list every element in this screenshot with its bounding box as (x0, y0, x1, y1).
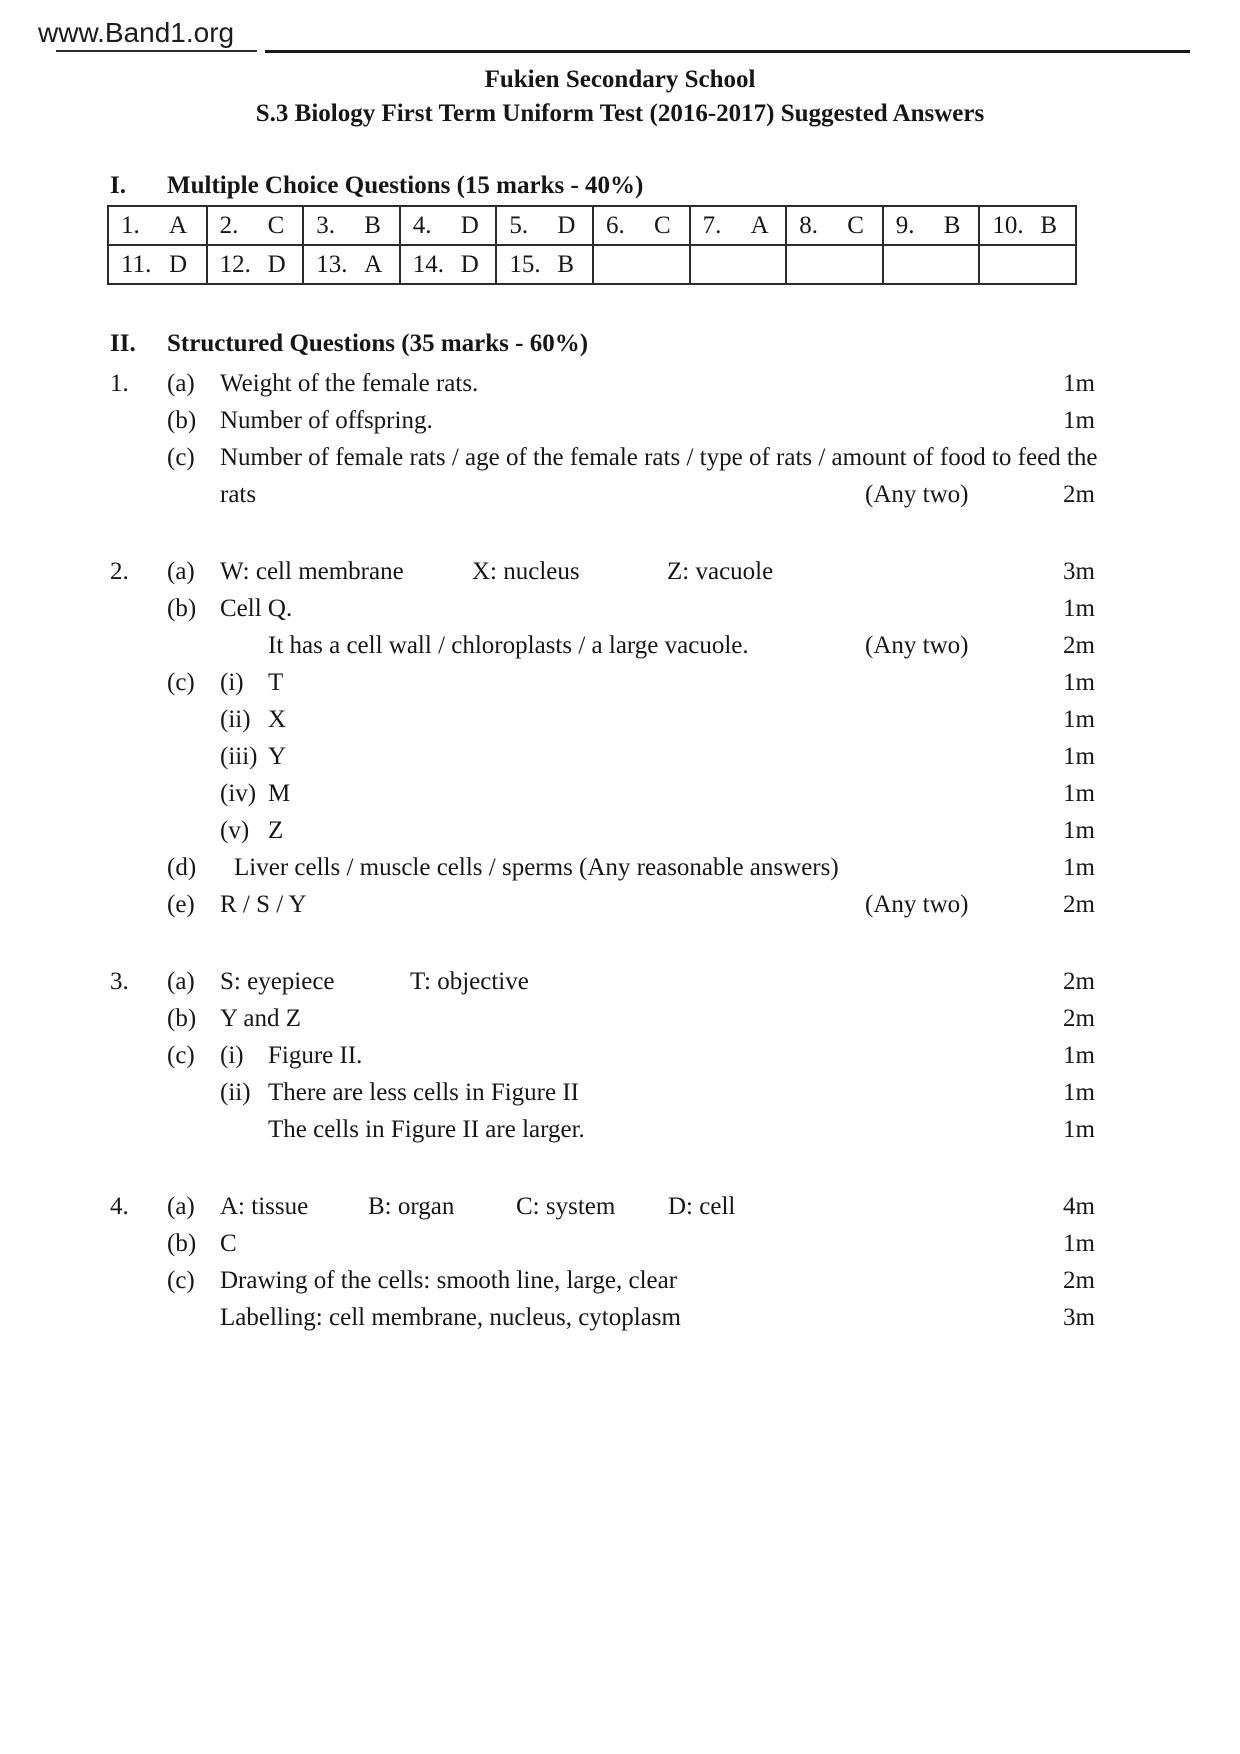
answer-text-cell (220, 812, 865, 849)
question-number (110, 627, 167, 664)
answer-line (110, 738, 1095, 775)
any-two-note (865, 1000, 1035, 1037)
marks-value: 1m (1063, 1042, 1095, 1069)
mc-answer-cell (882, 246, 979, 283)
answer-text: Y (268, 743, 287, 770)
part-label: (c) (167, 669, 195, 696)
mc-answer-letter: D (460, 250, 479, 278)
mc-answer-letter: D (267, 250, 286, 278)
sub-part-label: (i) (220, 1042, 244, 1069)
answer-line (110, 365, 1095, 402)
mc-answer-cell (399, 246, 496, 283)
answer-text: Figure II. (268, 1042, 363, 1069)
answer-segment: T: objective (410, 968, 529, 995)
watermark-url: www.Band1.org (38, 17, 235, 48)
part-label (167, 1299, 220, 1336)
any-two-note (865, 1037, 1035, 1074)
marks-value: 1m (1063, 669, 1095, 696)
answer-text: The cells in Figure II are larger. (268, 1116, 585, 1143)
question-number (110, 664, 167, 701)
answer-line (110, 627, 1095, 664)
any-two-note (865, 590, 1035, 627)
mc-answer-cell (785, 246, 882, 283)
mc-answer-letter: D (169, 250, 188, 278)
mc-answer-cell (495, 246, 592, 283)
part-label (167, 701, 220, 738)
any-two-note (865, 1262, 1035, 1299)
answer-text-cell (220, 849, 865, 886)
answer-segment: D: cell (668, 1193, 736, 1220)
answer-line (110, 439, 1098, 476)
answer-text-cell (220, 701, 865, 738)
answer-line (110, 701, 1095, 738)
mc-answer-letter: B (364, 211, 381, 239)
question-number: 1. (110, 370, 129, 397)
structured-section-heading-text: Structured Questions (35 marks - 60%) (167, 330, 589, 357)
answer-text-cell (220, 1000, 865, 1037)
answer-text: There are less cells in Figure II (268, 1079, 579, 1106)
answer-line (110, 886, 1095, 923)
part-label: (c) (167, 1042, 195, 1069)
marks-value: 1m (1063, 1116, 1095, 1143)
answer-segment: X: nucleus (472, 558, 580, 585)
any-two-note: (Any two) (865, 481, 969, 508)
answer-line (110, 590, 1095, 627)
marks-value: 2m (1063, 1267, 1095, 1294)
any-two-note: (Any two) (865, 891, 969, 918)
mc-answer-letter: C (267, 211, 285, 239)
answer-text: Z (268, 817, 284, 844)
answer-text: It has a cell wall / chloroplasts / a large vacuole. (268, 632, 749, 659)
answer-text-cell (220, 886, 865, 923)
mc-question-number: 12. (219, 250, 251, 278)
mc-question-number: 5. (509, 211, 529, 239)
answer-line (110, 963, 1095, 1000)
any-two-note (865, 701, 1035, 738)
mc-answer-letter: A (364, 250, 383, 278)
sub-part-label: (v) (220, 817, 250, 844)
answer-segment: W: cell membrane (220, 558, 404, 585)
part-label: (c) (167, 1267, 195, 1294)
any-two-note (865, 1074, 1035, 1111)
sub-part-label: (ii) (220, 1079, 251, 1106)
answer-text: Drawing of the cells: smooth line, large, clear (220, 1267, 678, 1294)
mc-answer-table (107, 205, 1077, 285)
answer-text-cell (220, 1111, 865, 1148)
answer-text: M (268, 780, 291, 807)
question-number (110, 1074, 167, 1111)
structured-section-heading (110, 331, 1095, 357)
mc-answer-letter: B (557, 250, 575, 278)
marks-value: 2m (1063, 481, 1095, 508)
header-rule-thick-segment (265, 50, 1190, 53)
part-label: (a) (167, 558, 195, 585)
question-number: 3. (110, 968, 129, 995)
mc-question-number: 8. (799, 211, 818, 239)
mc-question-number: 10. (992, 211, 1024, 239)
answer-line (110, 1225, 1095, 1262)
mc-answer-cell (592, 246, 689, 283)
any-two-note (865, 963, 1035, 1000)
school-name: Fukien Secondary School (484, 66, 756, 93)
mc-answer-cell (882, 207, 979, 244)
answer-line (110, 812, 1095, 849)
answer-line (110, 476, 1095, 513)
mc-answer-letter: B (943, 211, 961, 239)
any-two-note (865, 553, 1035, 590)
question-number: 2. (110, 558, 129, 585)
any-two-note (865, 812, 1035, 849)
question-number (110, 1037, 167, 1074)
question-number (110, 701, 167, 738)
mc-section-heading-text: Multiple Choice Questions (15 marks - 40%) (167, 172, 644, 199)
mc-question-number: 14. (412, 250, 445, 278)
answer-segment: C: system (516, 1193, 616, 1220)
mc-answer-cell (592, 207, 689, 244)
question-number (110, 1111, 167, 1148)
question-number (110, 1000, 167, 1037)
mc-answer-letter: B (1040, 211, 1058, 239)
answer-text-cell (220, 963, 865, 1000)
answer-line (110, 402, 1095, 439)
header-rule (0, 50, 1240, 55)
answer-text-cell (220, 553, 865, 590)
mc-answer-cell (978, 207, 1075, 244)
mc-question-number: 7. (702, 211, 722, 239)
mc-answer-cell (689, 207, 786, 244)
part-label: (c) (167, 444, 195, 471)
answer-text: C (220, 1230, 237, 1257)
answer-line (110, 1074, 1095, 1111)
any-two-note (865, 365, 1035, 402)
answer-line (110, 849, 1095, 886)
mc-question-number: 11. (121, 250, 152, 278)
marks-value: 3m (1063, 558, 1095, 585)
answer-text-cell (220, 664, 865, 701)
part-label (167, 775, 220, 812)
answer-text: T (268, 669, 284, 696)
any-two-note: (Any two) (865, 632, 969, 659)
any-two-note (865, 775, 1035, 812)
part-label (167, 812, 220, 849)
mc-question-number: 2. (219, 211, 239, 239)
part-label: (b) (167, 595, 197, 622)
answer-line (110, 553, 1095, 590)
answer-segment: A: tissue (220, 1193, 309, 1220)
answer-line (110, 1111, 1095, 1148)
marks-value: 1m (1063, 743, 1095, 770)
part-label: (a) (167, 1193, 195, 1220)
question-number (110, 590, 167, 627)
answer-text-cell (220, 627, 865, 664)
mc-question-number: 9. (895, 211, 915, 239)
structured-section-numeral: II. (110, 330, 136, 357)
answer-line (110, 1037, 1095, 1074)
marks-value: 3m (1063, 1304, 1095, 1331)
part-label: (a) (167, 968, 195, 995)
question-block (110, 553, 1095, 923)
mc-question-number: 6. (605, 211, 625, 239)
part-label: (b) (167, 1005, 197, 1032)
sub-part-label: (iii) (220, 743, 258, 770)
document-title: S.3 Biology First Term Uniform Test (2016-2017) Suggested Answers (255, 100, 985, 127)
question-number (110, 886, 167, 923)
question-block (110, 1188, 1095, 1336)
sub-part-label (220, 1111, 268, 1148)
answer-text-cell (220, 439, 1098, 476)
answer-segment: B: organ (368, 1193, 455, 1220)
answer-text: rats (220, 481, 257, 508)
mc-section-heading (110, 173, 1095, 199)
marks-value: 2m (1063, 632, 1095, 659)
answer-text: X (268, 706, 287, 733)
part-label: (b) (167, 407, 197, 434)
mc-answer-cell (495, 207, 592, 244)
question-number (110, 402, 167, 439)
mc-question-number: 15. (509, 250, 541, 278)
mc-answer-cell (206, 246, 303, 283)
mc-question-number: 3. (316, 211, 335, 239)
sub-part-label (220, 627, 268, 664)
mc-answer-cell (785, 207, 882, 244)
mc-answer-cell (109, 207, 206, 244)
mc-answer-letter: D (557, 211, 576, 239)
question-number (110, 1225, 167, 1262)
answer-line (110, 1188, 1095, 1225)
any-two-note (865, 664, 1035, 701)
mc-answer-cell (302, 207, 399, 244)
answer-text-cell (220, 1037, 865, 1074)
answer-text-cell (220, 365, 865, 402)
answer-text-cell (220, 1188, 865, 1225)
answer-text: Number of female rats / age of the female rats / type of rats / amount of food to feed the (220, 444, 1098, 471)
mc-answer-letter: A (169, 211, 188, 239)
mc-answer-letter: C (847, 211, 864, 239)
any-two-note (865, 1225, 1035, 1262)
answer-text-cell (220, 1074, 865, 1111)
mc-answer-letter: C (653, 211, 671, 239)
answer-text-cell (220, 775, 865, 812)
part-label: (d) (167, 854, 197, 881)
marks-value: 1m (1063, 854, 1095, 881)
mc-question-number: 13. (316, 250, 348, 278)
mc-section-numeral: I. (110, 172, 126, 199)
question-block (110, 963, 1095, 1148)
mc-answer-cell (109, 246, 206, 283)
part-label (167, 1111, 220, 1148)
answer-text-cell (220, 1262, 865, 1299)
part-label (167, 627, 220, 664)
part-label (167, 476, 220, 513)
mc-answer-cell (302, 246, 399, 283)
question-block (110, 365, 1098, 513)
mc-answer-cell (399, 207, 496, 244)
marks-value: 1m (1063, 706, 1095, 733)
part-label (167, 1074, 220, 1111)
any-two-note (865, 738, 1035, 775)
mc-answer-letter: D (460, 211, 479, 239)
answer-segment: Z: vacuole (667, 558, 774, 585)
marks-value: 2m (1063, 891, 1095, 918)
marks-value: 1m (1063, 370, 1095, 397)
any-two-note (865, 1111, 1035, 1148)
marks-value: 1m (1063, 780, 1095, 807)
marks-value: 1m (1063, 1230, 1095, 1257)
answer-text: Number of offspring. (220, 407, 433, 434)
question-number (110, 1299, 167, 1336)
marks-value: 4m (1063, 1193, 1095, 1220)
answer-segment: S: eyepiece (220, 968, 335, 995)
question-number (110, 738, 167, 775)
marks-value: 1m (1063, 407, 1095, 434)
header-rule-thin-segment (56, 50, 257, 52)
mc-answer-cell (206, 207, 303, 244)
marks-value: 2m (1063, 968, 1095, 995)
title-block (0, 63, 1240, 131)
question-number: 4. (110, 1193, 129, 1220)
structured-answers (110, 365, 1098, 1336)
part-label: (e) (167, 891, 195, 918)
answer-text-cell (220, 402, 865, 439)
answer-text: Y and Z (220, 1005, 301, 1032)
answer-text: Liver cells / muscle cells / sperms (Any reasonable answers) (234, 854, 839, 881)
sub-part-label: (ii) (220, 706, 251, 733)
marks-value: 1m (1063, 595, 1095, 622)
any-two-note (865, 1299, 1035, 1336)
answer-text-cell (220, 476, 865, 513)
answer-text: Cell Q. (220, 595, 293, 622)
answer-text: Labelling: cell membrane, nucleus, cytoplasm (220, 1304, 681, 1331)
mc-table-row (109, 207, 1075, 244)
sub-part-label: (i) (220, 669, 244, 696)
mc-answer-cell (689, 246, 786, 283)
mc-question-number: 4. (412, 211, 432, 239)
answer-line (110, 1000, 1095, 1037)
answer-line (110, 1262, 1095, 1299)
mc-answer-letter: A (750, 211, 769, 239)
answer-text-cell (220, 738, 865, 775)
answer-text-cell (220, 1299, 865, 1336)
sub-part-label: (iv) (220, 780, 257, 807)
any-two-note (865, 1188, 1035, 1225)
question-number (110, 812, 167, 849)
question-number (110, 439, 167, 476)
answer-line (110, 775, 1095, 812)
marks-value: 1m (1063, 817, 1095, 844)
answer-line (110, 664, 1095, 701)
answer-text: Weight of the female rats. (220, 370, 479, 397)
answer-text-cell (220, 1225, 865, 1262)
marks-value: 2m (1063, 1005, 1095, 1032)
any-two-note (865, 402, 1035, 439)
question-number (110, 476, 167, 513)
question-number (110, 775, 167, 812)
mc-answer-cell (978, 246, 1075, 283)
part-label: (b) (167, 1230, 197, 1257)
part-label: (a) (167, 370, 195, 397)
question-number (110, 849, 167, 886)
mc-table-row (109, 244, 1075, 283)
marks-value: 1m (1063, 1079, 1095, 1106)
mc-question-number: 1. (121, 211, 140, 239)
answer-text-cell (220, 590, 865, 627)
part-label (167, 738, 220, 775)
any-two-note (865, 849, 1035, 886)
answer-line (110, 1299, 1095, 1336)
question-number (110, 1262, 167, 1299)
answer-text: R / S / Y (220, 891, 307, 918)
